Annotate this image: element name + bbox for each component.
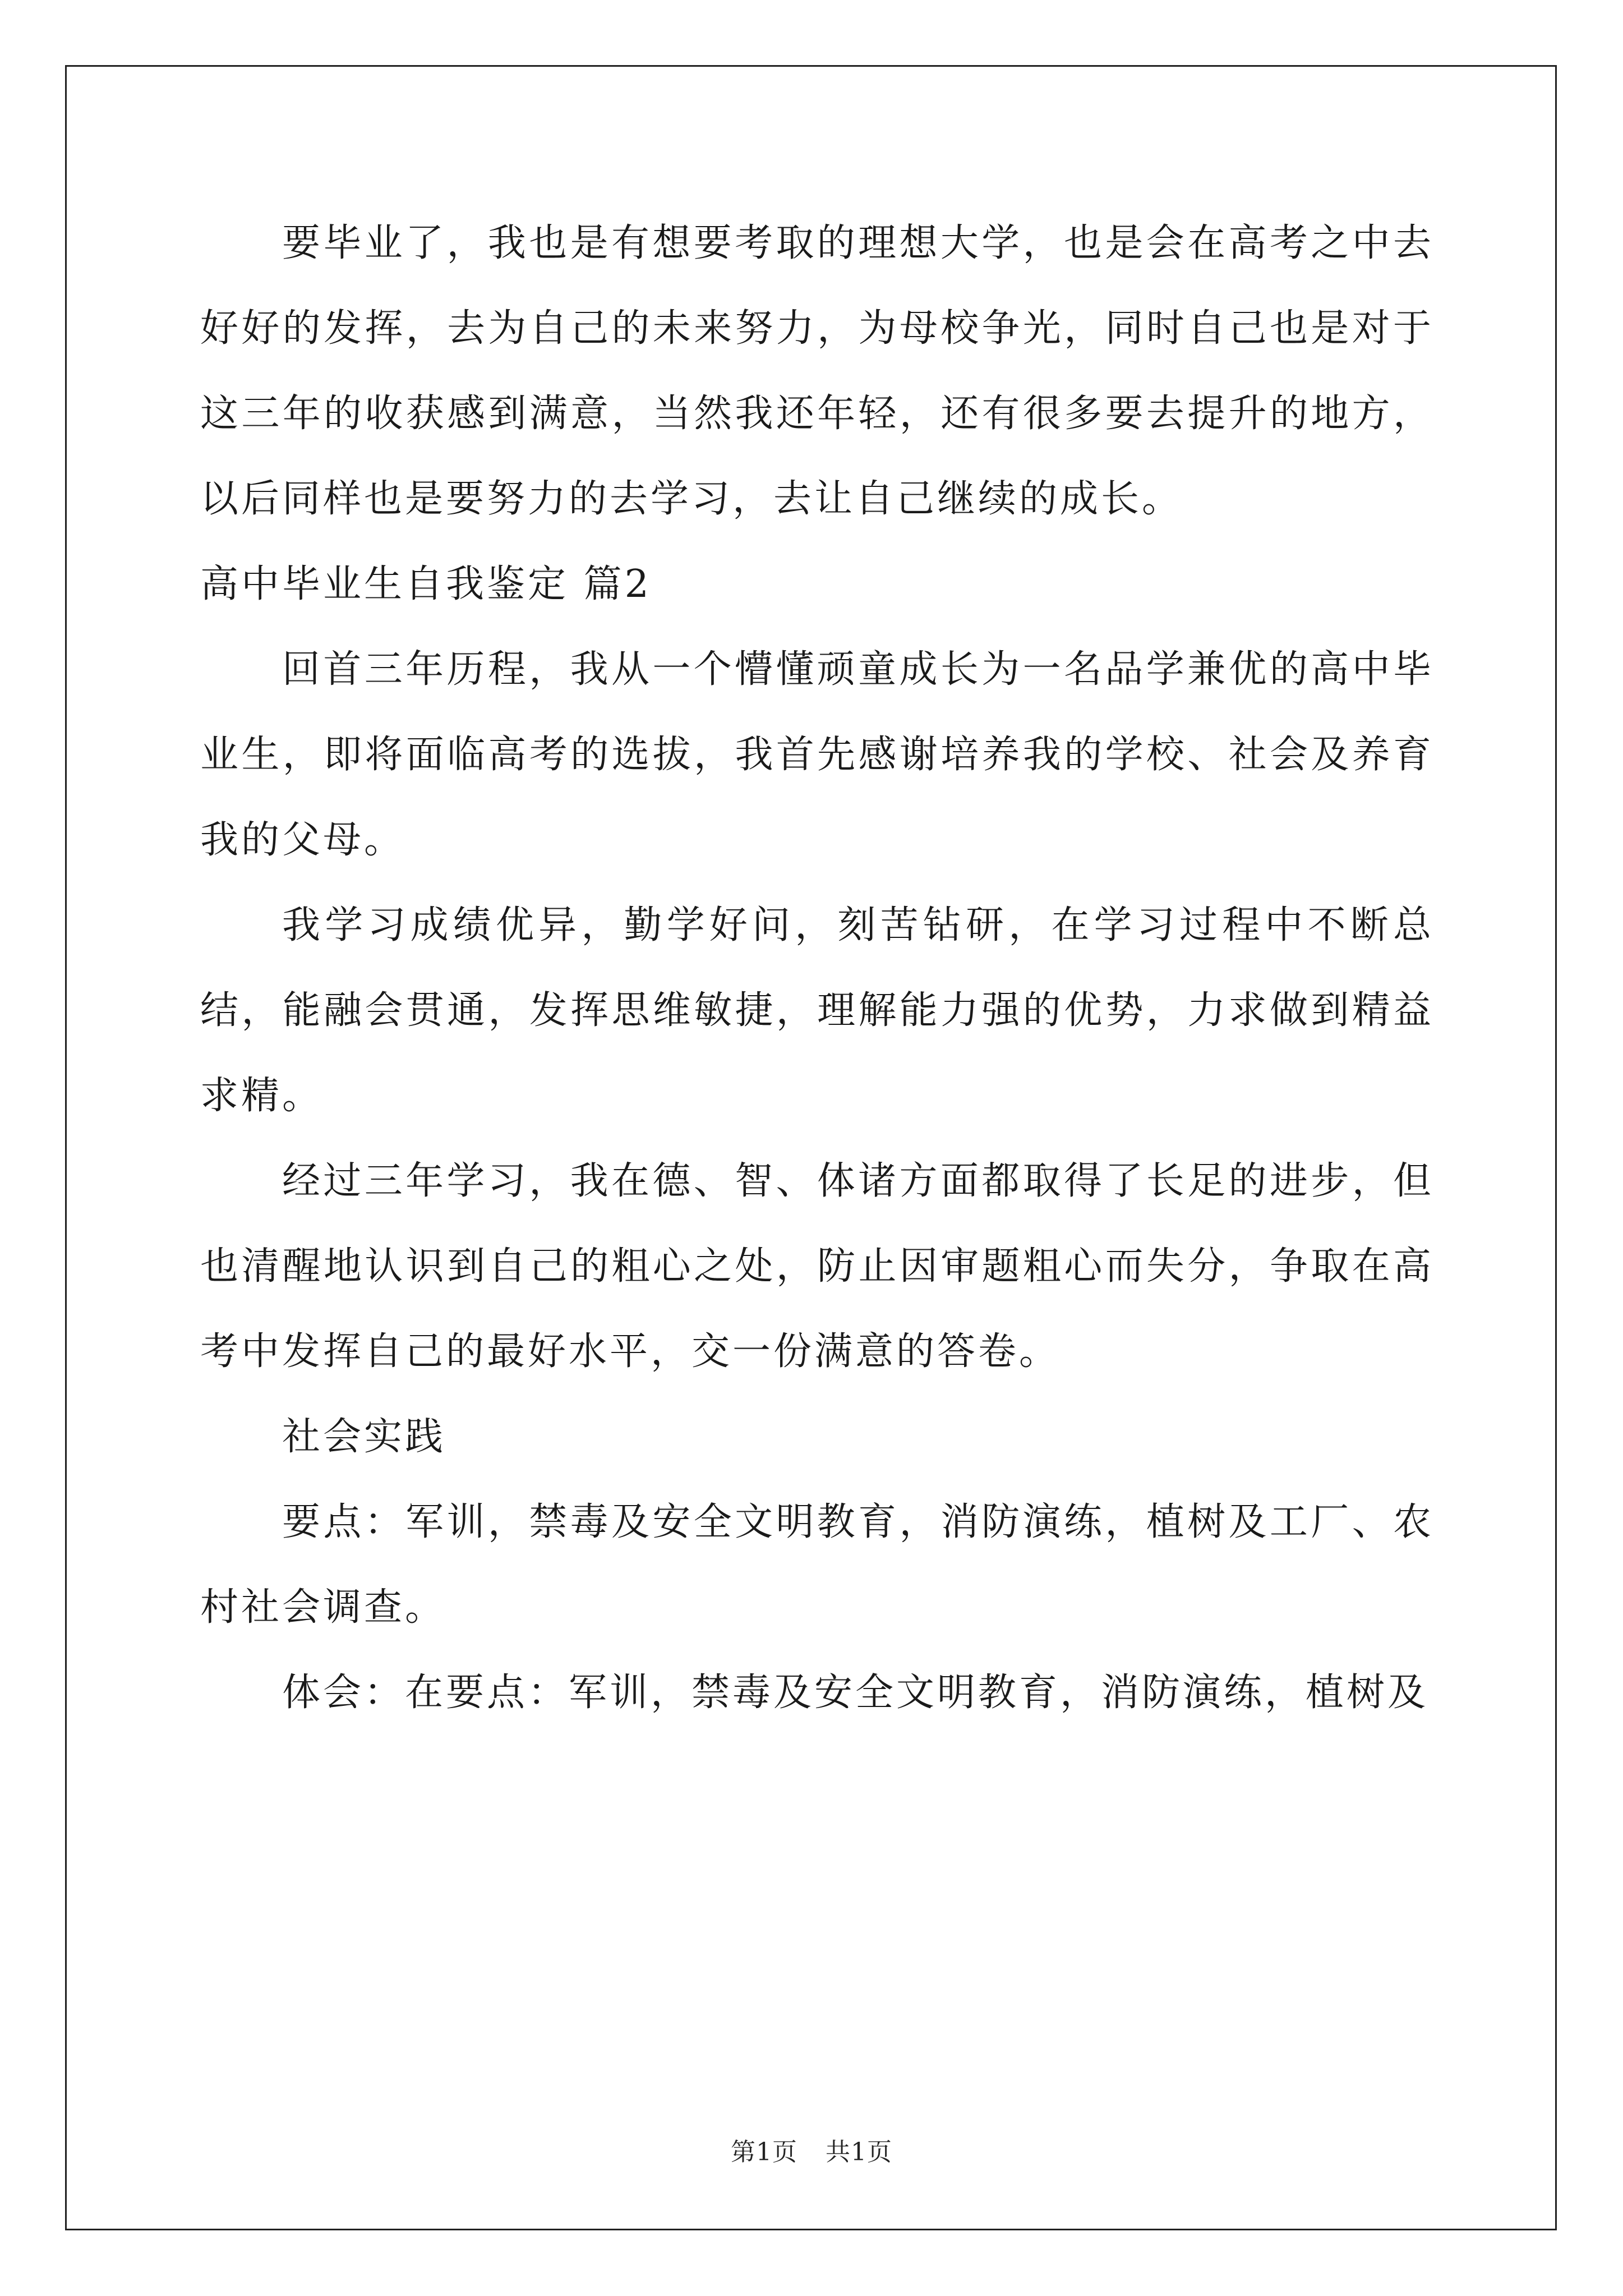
page-number-current: 第1页 — [731, 2138, 797, 2166]
paragraph-graduation-goals: 要毕业了，我也是有想要考取的理想大学，也是会在高考之中去好好的发挥，去为自己的未来努力，为母校争光，同时自己也是对于这三年的收获感到满意，当然我还年轻，还有很多要去提升的地方，以后同样也是要努力的去学习，去让自己继续的成长。 — [200, 221, 1434, 521]
page-footer — [0, 2132, 1623, 2168]
section-heading: 高中毕业生自我鉴定 篇2 — [200, 562, 652, 606]
page-number-total: 共1页 — [826, 2138, 892, 2166]
paragraph-key-points: 要点：军训，禁毒及安全文明教育，消防演练，植树及工厂、农村社会调查。 — [200, 1500, 1434, 1630]
paragraph-experience: 体会：在要点：军训，禁毒及安全文明教育，消防演练，植树及 — [282, 1671, 1429, 1715]
paragraph-progress: 经过三年学习，我在德、智、体诸方面都取得了长足的进步，但也清醒地认识到自己的粗心之处，防止因审题粗心而失分，争取在高考中发挥自己的最好水平，交一份满意的答卷。 — [200, 1159, 1434, 1374]
subheading-social-practice: 社会实践 — [282, 1415, 446, 1459]
paragraph-study: 我学习成绩优异，勤学好问，刻苦钻研，在学习过程中不断总结，能融会贯通，发挥思维敏捷，理解能力强的优势，力求做到精益求精。 — [200, 903, 1434, 1118]
paragraph-review: 回首三年历程，我从一个懵懂顽童成长为一名品学兼优的高中毕业生，即将面临高考的选拔，我首先感谢培养我的学校、社会及养育我的父母。 — [200, 647, 1434, 862]
document-body — [200, 201, 1434, 1736]
